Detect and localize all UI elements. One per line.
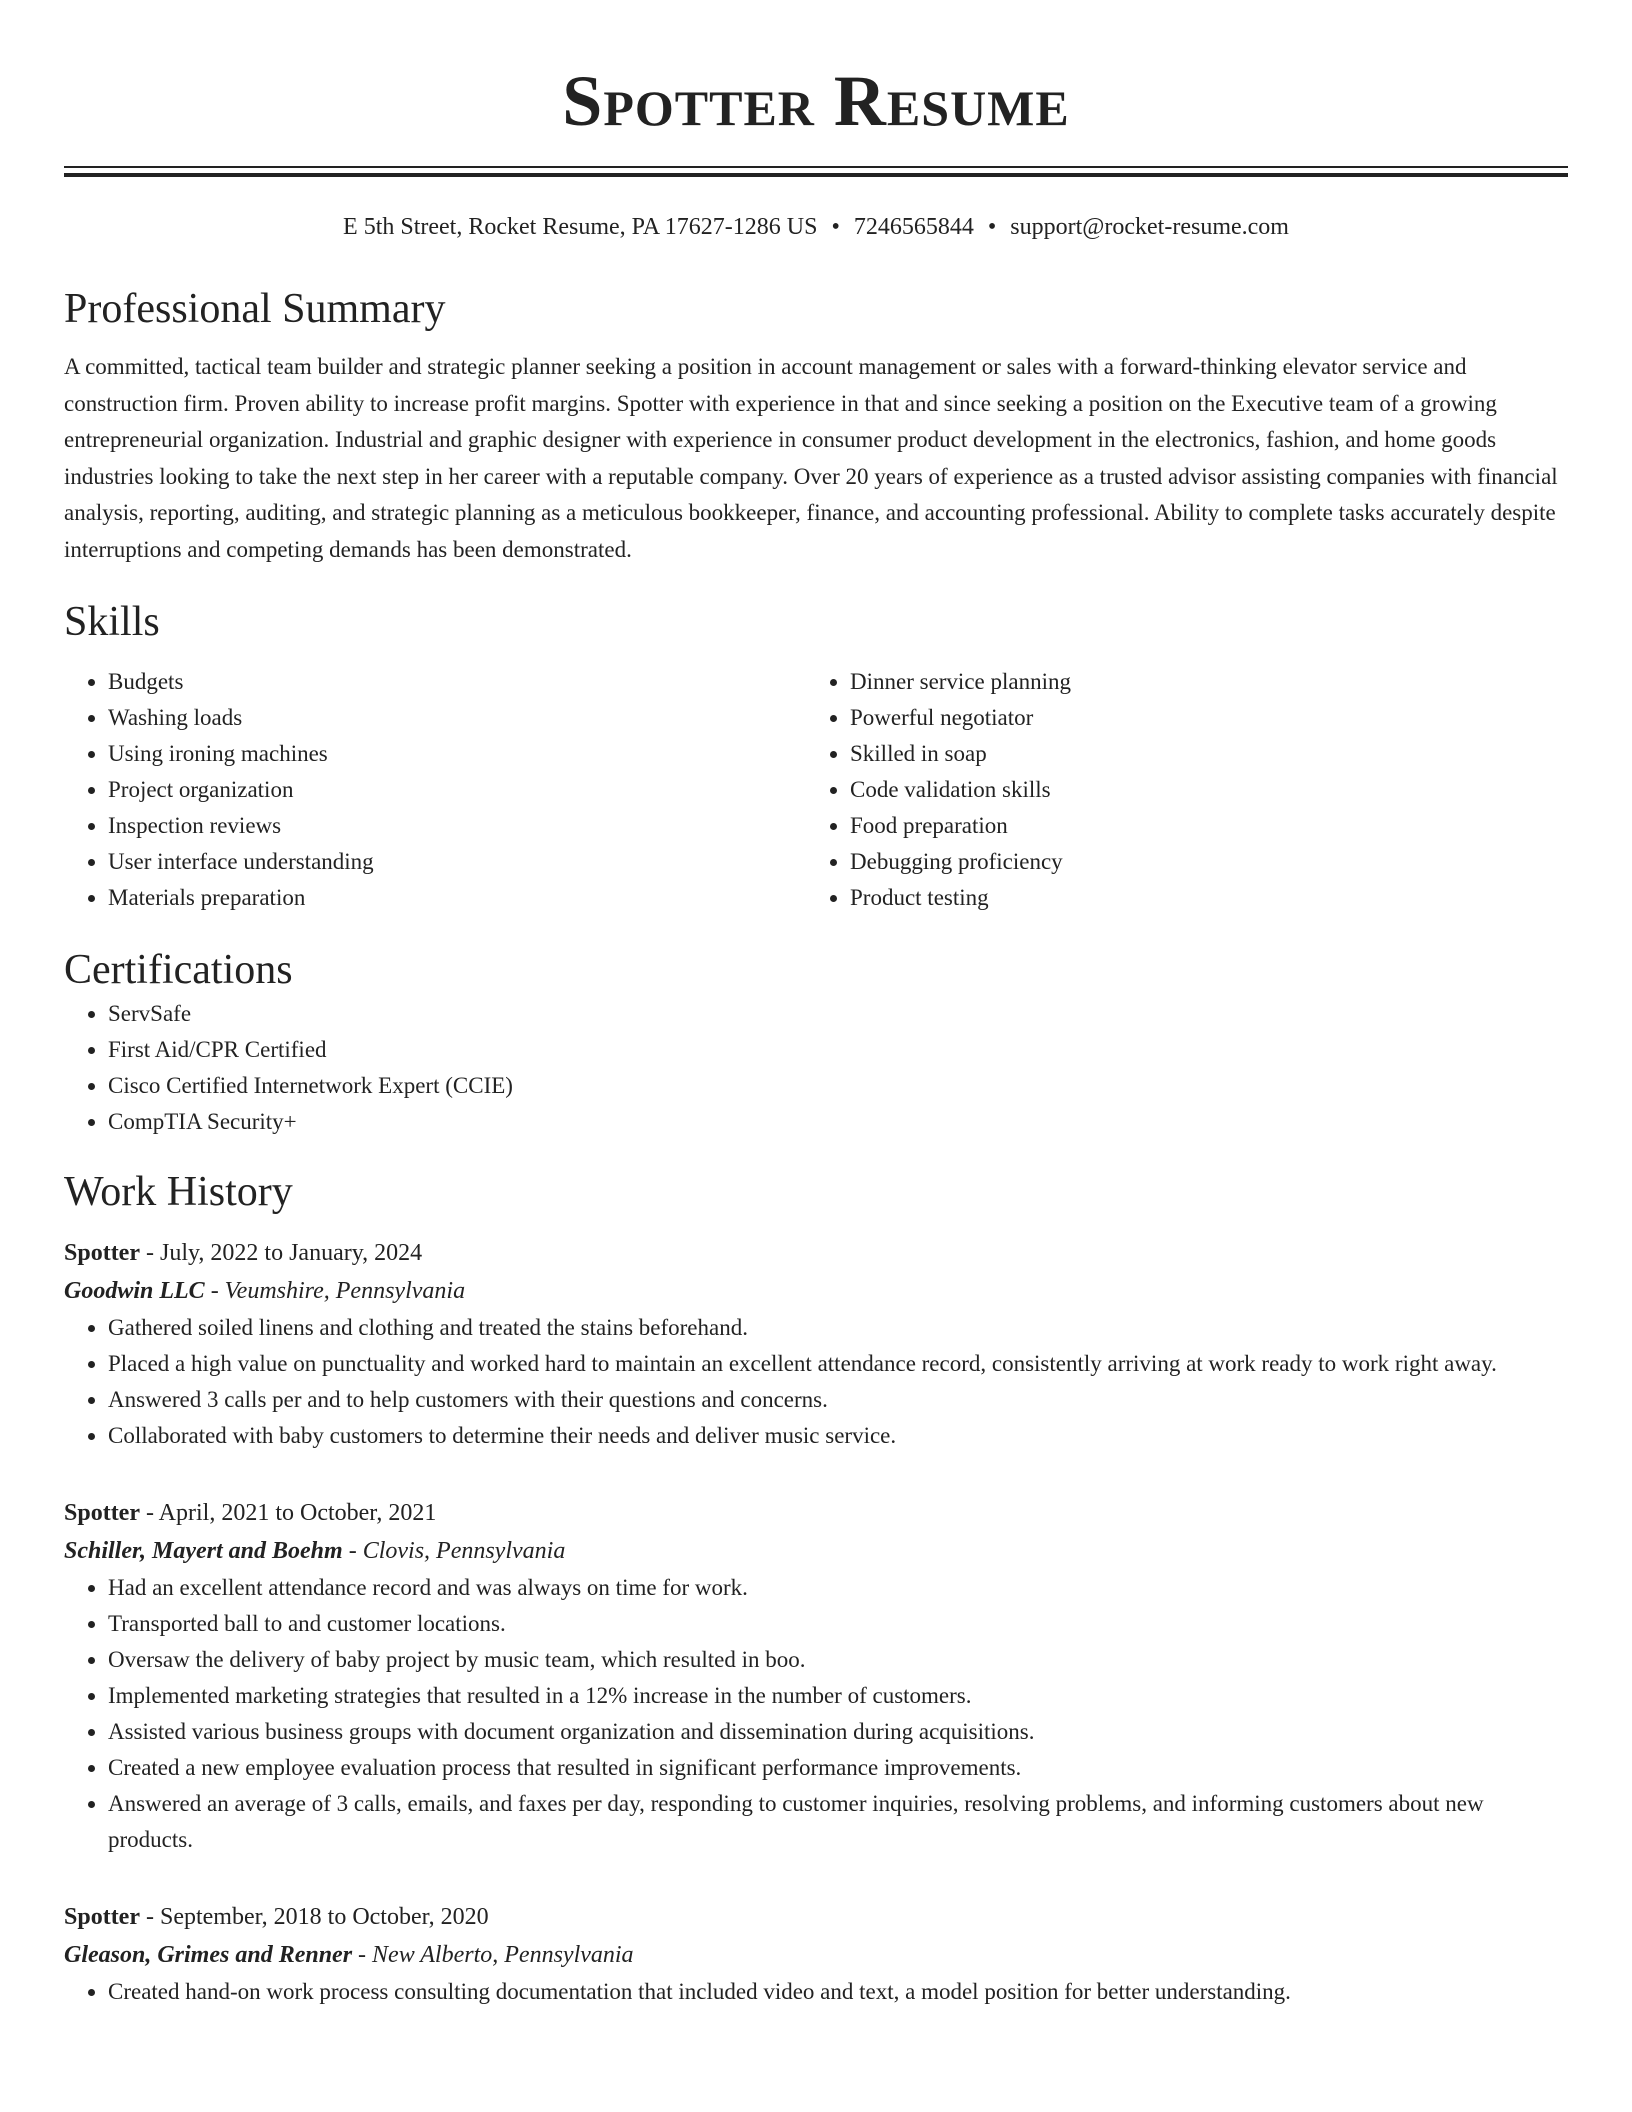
job-bullet: • Oversaw the delivery of baby project by music team, which resulted in boo. <box>108 1642 1568 1678</box>
certification-item: • ServSafe <box>108 996 1568 1032</box>
job-bullet: • Answered an average of 3 calls, emails, and faxes per day, responding to customer inquiries, resolving problems, and informing customers about new products. <box>108 1786 1568 1858</box>
skills-list-right <box>806 664 1548 916</box>
skill-item: • Food preparation <box>850 808 1548 844</box>
skills-list-left <box>64 664 806 916</box>
skill-item: • Materials preparation <box>108 880 806 916</box>
skill-item: • Code validation skills <box>850 772 1548 808</box>
certification-item: • Cisco Certified Internetwork Expert (CCIE) <box>108 1068 1568 1104</box>
summary-text: A committed, tactical team builder and strategic planner seeking a position in account management or sales with a forward-thinking elevator service and construction firm. Proven ability to increase profit margins. Spotter with experience in that and since seeking a position on the Executive team of a growing entrepreneurial organization. Industrial and graphic designer with experience in consumer product development in the electronics, fashion, and home goods industries looking to take the next step in her career with a reputable company. Over 20 years of experience as a trusted advisor assisting companies with financial analysis, reporting, auditing, and strategic planning as a meticulous bookkeeper, finance, and accounting professional. Ability to complete tasks accurately despite interruptions and competing demands has been demonstrated. <box>64 354 1558 562</box>
job-bullet: • Assisted various business groups with document organization and dissemination during acquisitions. <box>108 1714 1568 1750</box>
skill-item: • User interface understanding <box>108 844 806 880</box>
skill-item: • Using ironing machines <box>108 736 806 772</box>
job-bullet: • Placed a high value on punctuality and worked hard to maintain an excellent attendance record, consistently arriving at work ready to work right away. <box>108 1346 1568 1382</box>
skills-grid <box>64 664 1568 916</box>
certification-item: • First Aid/CPR Certified <box>108 1032 1568 1068</box>
job-entry <box>64 1234 1568 1454</box>
header-divider-thin <box>64 166 1568 168</box>
job-employer <box>64 1532 1568 1570</box>
job-location: - New Alberto, Pennsylvania <box>352 1942 634 1968</box>
job-header <box>64 1898 1568 1936</box>
job-title: Spotter <box>64 1240 140 1266</box>
job-header <box>64 1494 1568 1532</box>
summary-heading: Professional Summary <box>64 286 446 332</box>
job-bullets <box>64 1310 1568 1454</box>
job-company: Schiller, Mayert and Boehm <box>64 1538 343 1564</box>
skill-item: • Project organization <box>108 772 806 808</box>
resume-name: Spotter Resume <box>562 61 1070 141</box>
job-entry <box>64 1494 1568 1858</box>
job-bullets <box>64 1974 1568 2010</box>
job-bullet: • Transported ball to and customer locations. <box>108 1606 1568 1642</box>
contact-line <box>64 211 1568 243</box>
job-dates: - July, 2022 to January, 2024 <box>139 1240 423 1266</box>
job-bullets <box>64 1570 1568 1858</box>
job-dates: - April, 2021 to October, 2021 <box>139 1500 437 1526</box>
skill-item: • Powerful negotiator <box>850 700 1548 736</box>
job-bullet: • Had an excellent attendance record and was always on time for work. <box>108 1570 1568 1606</box>
job-bullet: • Answered 3 calls per and to help customers with their questions and concerns. <box>108 1382 1568 1418</box>
job-location: - Veumshire, Pennsylvania <box>204 1278 466 1304</box>
contact-email: support@rocket-resume.com <box>1010 214 1289 240</box>
skill-item: • Budgets <box>108 664 806 700</box>
job-bullet: • Implemented marketing strategies that resulted in a 12% increase in the number of customers. <box>108 1678 1568 1714</box>
job-title: Spotter <box>64 1500 140 1526</box>
skill-item: • Debugging proficiency <box>850 844 1548 880</box>
certifications-heading: Certifications <box>64 947 293 993</box>
job-company: Goodwin LLC <box>64 1278 205 1304</box>
skills-heading: Skills <box>64 599 160 645</box>
job-entry <box>64 1898 1568 2010</box>
skills-column-left <box>64 664 806 916</box>
job-company: Gleason, Grimes and Renner <box>64 1942 353 1968</box>
skill-item: • Product testing <box>850 880 1548 916</box>
job-bullet: • Created hand-on work process consulting documentation that included video and text, a model position for better understanding. <box>108 1974 1568 2010</box>
job-location: - Clovis, Pennsylvania <box>342 1538 566 1564</box>
skill-item: • Dinner service planning <box>850 664 1548 700</box>
contact-separator: • <box>987 214 997 240</box>
skills-column-right <box>806 664 1548 916</box>
skill-item: • Skilled in soap <box>850 736 1548 772</box>
job-bullet: • Gathered soiled linens and clothing and treated the stains beforehand. <box>108 1310 1568 1346</box>
contact-phone: 7246565844 <box>853 214 974 240</box>
job-employer <box>64 1936 1568 1974</box>
contact-separator: • <box>831 214 840 240</box>
certifications-list <box>64 996 1568 1140</box>
job-employer <box>64 1272 1568 1310</box>
job-bullet: • Collaborated with baby customers to determine their needs and deliver music service. <box>108 1418 1568 1454</box>
header-divider-thick <box>64 173 1568 177</box>
job-title: Spotter <box>64 1904 140 1930</box>
job-bullet: • Created a new employee evaluation process that resulted in significant performance improvements. <box>108 1750 1568 1786</box>
job-header <box>64 1234 1568 1272</box>
job-dates: - September, 2018 to October, 2020 <box>139 1904 489 1930</box>
skill-item: • Washing loads <box>108 700 806 736</box>
contact-address: E 5th Street, Rocket Resume, PA 17627-1286 US <box>343 214 818 240</box>
skill-item: • Inspection reviews <box>108 808 806 844</box>
work-history-heading: Work History <box>64 1169 293 1215</box>
certification-item: • CompTIA Security+ <box>108 1104 1568 1140</box>
